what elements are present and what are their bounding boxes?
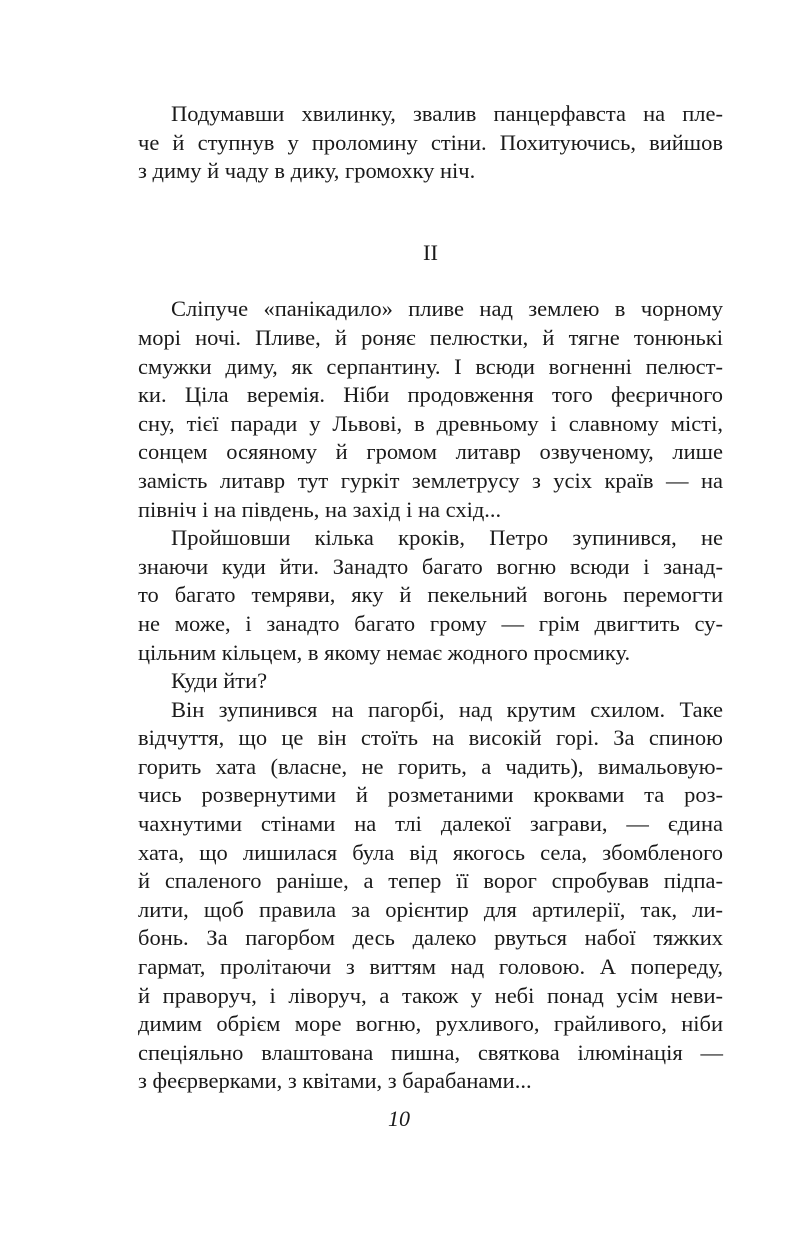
text-line: ки. Ціла веремія. Ніби продовження того феєричного [138,382,723,408]
text-line: сонцем осяяному й громом литавр озвученому, лише [138,439,723,465]
text-line: знаючи куди йти. Занадто багато вогню всюди і занад- [138,553,723,579]
text-line: Він зупинився на пагорбі, над крутим схилом. Таке [171,696,723,722]
text-line: спеціяльно влаштована пишна, святкова ілюмінація — [138,1039,723,1065]
text-line: Сліпуче «панікадило» пливе над землею в чорному [171,296,723,322]
paragraph [138,667,723,696]
paragraph [138,696,723,1096]
text-line: й праворуч, і ліворуч, а також у небі понад усім неви- [138,982,723,1008]
text-line: горить хата (власне, не горить, а чадить), вимальовую- [138,753,723,779]
paragraph [138,295,723,524]
text-line: Пройшовши кілька кроків, Петро зупинився, не [171,525,723,551]
text-line: замість литавр тут гуркіт землетрусу з усіх країв — на [138,467,723,493]
text-line: цільним кільцем, в якому немає жодного просмику. [138,639,631,665]
text-line: й спаленого раніше, а тепер її ворог спробував підпа- [138,868,723,894]
text-line: че й ступнув у проломину стіни. Похитуючись, вийшов [138,129,723,155]
text-line: лити, щоб правила за орієнтир для артилерії, так, ли- [138,896,723,922]
text-line: гармат, пролітаючи з виттям над головою. А попереду, [138,954,723,980]
text-line: чись розвернутими й розметаними кроквами та роз- [138,782,723,808]
text-line: північ і на південь, на захід і на схід... [138,496,502,522]
section-spacer [138,186,723,239]
page-number: 10 [388,1106,410,1131]
text-line: чахнутими стінами на тлі далекої заграви, — єдина [138,811,723,837]
paragraph [138,100,723,186]
text-line: бонь. За пагорбом десь далеко рвуться набої тяжких [138,925,723,951]
text-line: не може, і занадто багато грому — грім двигтить су- [138,610,723,636]
text-line: відчуття, що це він стоїть на високій горі. За спиною [138,725,723,751]
text-line: смужки диму, як серпантину. І всюди вогненні пелюст- [138,353,723,379]
text-line: Подумавши хвилинку, звалив панцерфавста на пле- [171,101,723,126]
text-line: з феєрверками, з квітами, з барабанами... [138,1068,532,1094]
text-line: морі ночі. Пливе, й роняє пелюстки, й тягне тонюнькі [138,324,723,350]
paragraph [138,524,723,667]
text-line: Куди йти? [171,668,268,694]
text-line: то багато темряви, яку й пекельний вогонь перемогти [138,582,723,608]
text-line: хата, що лишилася була від якогось села, збомбленого [138,839,723,865]
section-heading: II [423,239,438,265]
text-line: сну, тієї паради у Львові, в древньому і славному місті, [138,410,723,436]
text-line: з диму й чаду в дику, громохку ніч. [138,158,476,184]
section-spacer [138,267,723,295]
book-page-body [138,100,723,1096]
text-line: димим обрієм море вогню, рухливого, грайливого, ніби [138,1011,723,1037]
